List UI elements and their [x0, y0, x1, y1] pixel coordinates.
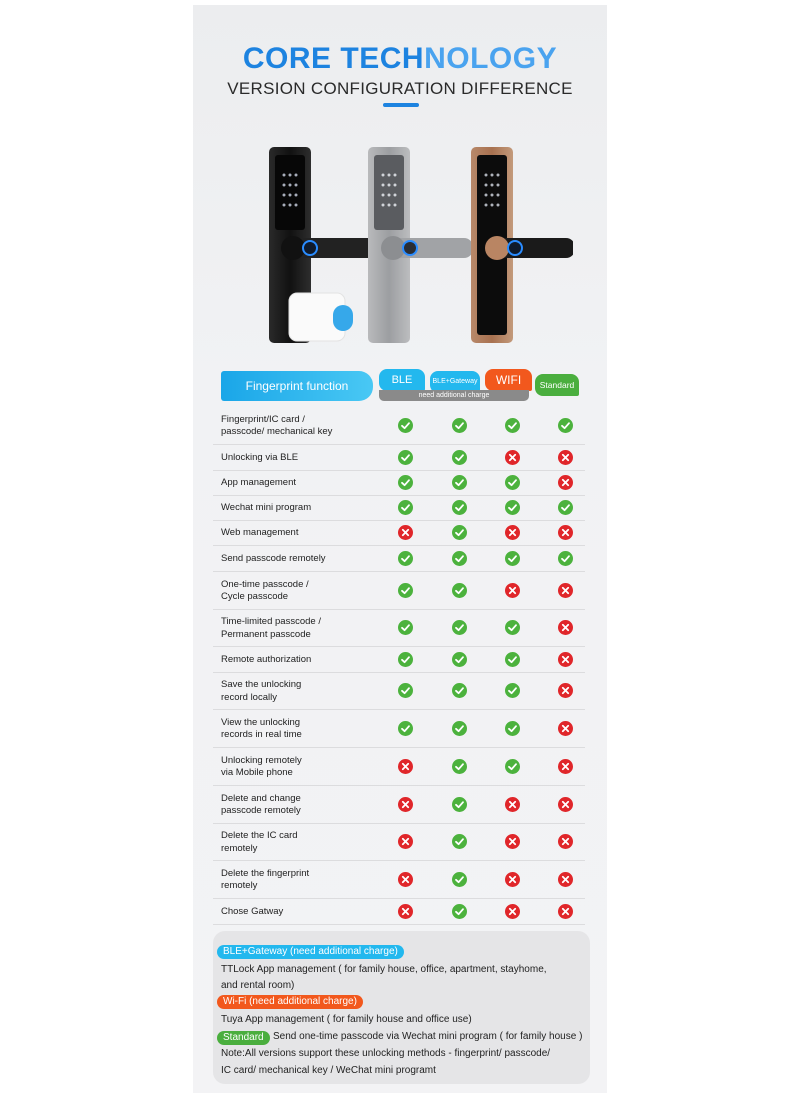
column-ble: BLE [379, 369, 425, 391]
check-icon-gateway [452, 759, 467, 774]
cross-icon-standard [558, 797, 573, 812]
row-label: Delete the IC card remotely [221, 830, 298, 854]
cross-icon-standard [558, 834, 573, 849]
cross-icon-standard [558, 475, 573, 490]
check-icon-gateway [452, 904, 467, 919]
check-icon-wifi [505, 551, 520, 566]
cross-icon-standard [558, 872, 573, 887]
notes-box [213, 931, 590, 1084]
check-icon-gateway [452, 500, 467, 515]
smart-door-lock-product-photo [253, 145, 573, 355]
check-icon-wifi [505, 475, 520, 490]
table-row [213, 899, 585, 925]
check-icon-wifi [505, 683, 520, 698]
table-row [213, 861, 585, 899]
check-icon-ble [398, 683, 413, 698]
cross-icon-wifi [505, 525, 520, 540]
cross-icon-wifi [505, 834, 520, 849]
cross-icon-standard [558, 721, 573, 736]
table-row [213, 710, 585, 748]
table-row [213, 824, 585, 861]
row-label: App management [221, 477, 296, 489]
check-icon-wifi [505, 620, 520, 635]
table-row [213, 647, 585, 673]
check-icon-standard [558, 551, 573, 566]
check-icon-ble [398, 652, 413, 667]
check-icon-ble [398, 583, 413, 598]
check-icon-gateway [452, 721, 467, 736]
check-icon-standard [558, 500, 573, 515]
check-icon-gateway [452, 620, 467, 635]
row-label: Web management [221, 527, 299, 539]
check-icon-ble [398, 450, 413, 465]
check-icon-gateway [452, 450, 467, 465]
cross-icon-ble [398, 525, 413, 540]
row-label: Delete the fingerprint remotely [221, 867, 310, 891]
cross-icon-wifi [505, 904, 520, 919]
cross-icon-ble [398, 797, 413, 812]
row-label: Delete and change passcode remotely [221, 792, 301, 816]
standard-note-line: Send one-time passcode via Wechat mini program ( for family house ) [273, 1031, 583, 1042]
cross-icon-standard [558, 759, 573, 774]
cross-icon-standard [558, 652, 573, 667]
table-row [213, 748, 585, 786]
check-icon-wifi [505, 721, 520, 736]
table-row [213, 471, 585, 496]
cross-icon-wifi [505, 872, 520, 887]
gateway-note-line-1: TTLock App management ( for family house, office, apartment, stayhome, [221, 964, 547, 975]
table-row [213, 572, 585, 610]
check-icon-ble [398, 721, 413, 736]
gateway-device [289, 293, 353, 341]
check-icon-gateway [452, 872, 467, 887]
row-label: Send passcode remotely [221, 552, 326, 564]
page-title [193, 42, 607, 76]
check-icon-wifi [505, 500, 520, 515]
check-icon-gateway [452, 652, 467, 667]
check-icon-gateway [452, 551, 467, 566]
table-row [213, 496, 585, 521]
cross-icon-standard [558, 450, 573, 465]
standard-note-tag: Standard [217, 1031, 270, 1045]
check-icon-gateway [452, 418, 467, 433]
comparison-panel [193, 5, 607, 1093]
check-icon-wifi [505, 418, 520, 433]
cross-icon-wifi [505, 450, 520, 465]
table-row [213, 786, 585, 824]
check-icon-gateway [452, 834, 467, 849]
row-label: Unlocking via BLE [221, 451, 299, 463]
check-icon-wifi [505, 759, 520, 774]
check-icon-gateway [452, 525, 467, 540]
gateway-note-tag: BLE+Gateway (need additional charge) [217, 945, 404, 959]
cross-icon-ble [398, 904, 413, 919]
check-icon-ble [398, 500, 413, 515]
check-icon-gateway [452, 475, 467, 490]
row-label: Wechat mini program [221, 502, 312, 514]
cross-icon-wifi [505, 583, 520, 598]
check-icon-ble [398, 418, 413, 433]
check-icon-gateway [452, 797, 467, 812]
cross-icon-standard [558, 904, 573, 919]
note-line-1: Note:All versions support these unlocking methods - fingerprint/ passcode/ [221, 1048, 551, 1059]
table-row [213, 673, 585, 710]
table-row [213, 407, 585, 445]
title-part-2: NOLOGY [424, 42, 558, 75]
cross-icon-standard [558, 620, 573, 635]
table-row [213, 521, 585, 546]
table-row [213, 546, 585, 572]
wifi-note-line: Tuya App management ( for family house and office use) [221, 1014, 472, 1025]
cross-icon-ble [398, 759, 413, 774]
row-label: Chose Gatway [221, 905, 284, 917]
lock-gold [471, 147, 573, 343]
check-icon-ble [398, 551, 413, 566]
check-icon-ble [398, 620, 413, 635]
check-icon-standard [558, 418, 573, 433]
check-icon-wifi [505, 652, 520, 667]
note-line-2: IC card/ mechanical key / WeChat mini programt [221, 1065, 436, 1076]
fingerprint-function-header: Fingerprint function [221, 371, 373, 401]
column-standard: Standard [535, 374, 579, 396]
row-label: One-time passcode / Cycle passcode [221, 578, 309, 602]
page-subtitle: VERSION CONFIGURATION DIFFERENCE [227, 79, 573, 98]
cross-icon-standard [558, 583, 573, 598]
gateway-note-line-2: and rental room) [221, 980, 295, 991]
cross-icon-standard [558, 683, 573, 698]
column-ble-gateway: BLE+Gateway [430, 371, 480, 393]
check-icon-gateway [452, 683, 467, 698]
cross-icon-ble [398, 872, 413, 887]
check-icon-gateway [452, 583, 467, 598]
additional-charge-note: need additional charge [379, 390, 529, 401]
row-label: Save the unlocking record locally [221, 679, 302, 703]
row-label: Remote authorization [221, 653, 312, 665]
cross-icon-standard [558, 525, 573, 540]
cross-icon-ble [398, 834, 413, 849]
row-label: Time-limited passcode / Permanent passcode [221, 616, 321, 640]
title-part-1: CORE TECH [242, 42, 425, 75]
wifi-note-tag: Wi-Fi (need additional charge) [217, 995, 363, 1009]
table-row [213, 445, 585, 471]
title-underline [383, 103, 419, 107]
row-label: Fingerprint/IC card / passcode/ mechanical key [221, 413, 333, 437]
cross-icon-wifi [505, 797, 520, 812]
lock-silver [368, 147, 473, 343]
column-wifi: WIFI [485, 369, 532, 391]
row-label: View the unlocking records in real time [221, 716, 302, 740]
row-label: Unlocking remotely via Mobile phone [221, 754, 302, 778]
table-row [213, 610, 585, 647]
check-icon-ble [398, 475, 413, 490]
